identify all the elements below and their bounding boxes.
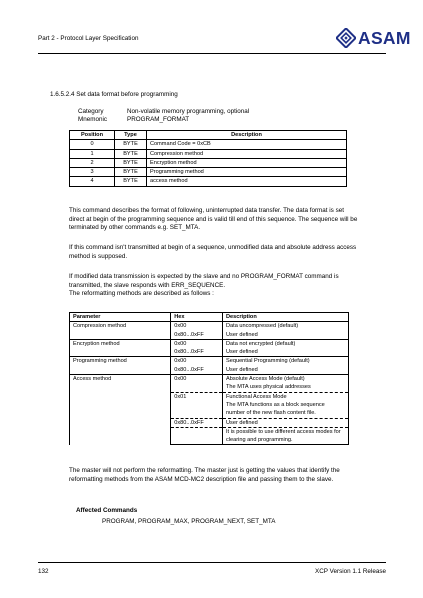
cell-hex: 0x00: [171, 322, 223, 331]
table-row: [70, 375, 349, 393]
cell-hex: 0x80...0xFF: [171, 418, 223, 427]
paragraph-methods-intro: The reformatting methods are described as follows :: [69, 290, 214, 298]
document-version: XCP Version 1.1 Release: [315, 568, 386, 575]
table-row: [70, 158, 347, 167]
table-row: [70, 140, 347, 149]
cell-hex: 0x00: [171, 339, 223, 348]
header-hex: Hex: [171, 313, 223, 322]
cell-description: User defined: [223, 331, 349, 340]
affected-commands-list: PROGRAM, PROGRAM_MAX, PROGRAM_NEXT, SET_MTA: [102, 518, 276, 525]
cell-type: BYTE: [115, 177, 147, 186]
cell-position: 4: [70, 177, 115, 186]
cell-parameter: Compression method: [70, 322, 171, 340]
cell-type: BYTE: [115, 149, 147, 158]
running-header-title: Part 2 - Protocol Layer Specification: [38, 35, 139, 42]
mnemonic-line: [78, 116, 189, 123]
cell-hex: 0x00: [171, 357, 223, 366]
cell-position: 0: [70, 140, 115, 149]
mnemonic-value: PROGRAM_FORMAT: [127, 116, 190, 123]
description-line: Absolute Access Mode (default): [226, 376, 305, 383]
cell-parameter: Programming method: [70, 357, 171, 375]
footer-rule: [38, 562, 386, 563]
cell-description: User defined: [223, 418, 349, 427]
description-line: Functional Access Mode: [226, 393, 287, 400]
asam-diamond-logo-icon: [336, 28, 356, 48]
cell-hex: 0x00: [171, 375, 223, 393]
cell-description: access method: [147, 177, 347, 186]
header-parameter: Parameter: [70, 313, 171, 322]
cell-hex: 0x01: [171, 392, 223, 418]
category-label: Category: [78, 108, 104, 115]
cell-description: [223, 427, 349, 445]
paragraph-description: This command describes the format of following, uninterrupted data transfer. The data format is set direct at begin of the programming sequence and is valid till end of this sequence. The sequence will be terminated by other commands e.g. SET_MTA.: [69, 207, 358, 232]
cell-description: User defined: [223, 366, 349, 375]
description-line: The MTA functions as a block sequence number of the new flash content file.: [226, 401, 325, 417]
cell-description: Programming method: [147, 168, 347, 177]
affected-commands-heading: Affected Commands: [76, 507, 138, 514]
cell-hex: 0x80...0xFF: [171, 366, 223, 375]
cell-description: Sequential Programming (default): [223, 357, 349, 366]
cell-description: User defined: [223, 348, 349, 357]
asam-logo: [336, 28, 411, 48]
table-row: [70, 339, 349, 348]
table-header-row: [70, 131, 347, 140]
logo-wordmark: ASAM: [358, 28, 411, 48]
table-row: [70, 168, 347, 177]
cell-type: BYTE: [115, 158, 147, 167]
cell-position: 1: [70, 149, 115, 158]
cell-position: 2: [70, 158, 115, 167]
parameter-table: [69, 130, 347, 187]
cell-description: Encryption method: [147, 158, 347, 167]
table-row: [70, 322, 349, 331]
cell-description: Compression method: [147, 149, 347, 158]
cell-description: [223, 375, 349, 393]
table-row: [70, 177, 347, 186]
table-row: [70, 149, 347, 158]
cell-description: [223, 392, 349, 418]
cell-hex: 0x80...0xFF: [171, 348, 223, 357]
page-number: 132: [38, 568, 49, 575]
reformatting-methods-table: [69, 312, 349, 445]
cell-description: Data uncompressed (default): [223, 322, 349, 331]
table-row: [70, 357, 349, 366]
header-position: Position: [70, 131, 115, 140]
cell-parameter: Access method: [70, 375, 171, 445]
cell-hex: 0x80...0xFF: [171, 331, 223, 340]
header-description: Description: [223, 313, 349, 322]
cell-hex-empty: [171, 427, 223, 445]
cell-description: Command Code = 0xCB: [147, 140, 347, 149]
table-header-row: [70, 313, 349, 322]
cell-parameter: Encryption method: [70, 339, 171, 357]
paragraph-error-sequence: [69, 273, 359, 299]
category-value: Non-volatile memory programming, optional: [127, 108, 250, 115]
paragraph-master-note: The master will not perform the reformatting. The master just is getting the values that identify the reformatting methods from the ASAM MCD-MC2 description file and passing them to the slave.: [69, 467, 340, 483]
cell-description: Data not encrypted (default): [223, 339, 349, 348]
header-rule: [38, 53, 386, 54]
paragraph-error-text: If modified data transmission is expected by the slave and no PROGRAM_FORMAT command is transmitted, the slave responds with ERR_SEQUENCE.: [69, 273, 339, 289]
category-line: [78, 108, 249, 115]
paragraph-default-behaviour: If this command isn't transmitted at begin of a sequence, unmodified data and absolute address access method is supposed.: [69, 244, 357, 260]
section-title: 1.6.5.2.4 Set data format before programming: [50, 91, 178, 98]
mnemonic-label: Mnemonic: [78, 116, 108, 123]
header-description: Description: [147, 131, 347, 140]
cell-type: BYTE: [115, 140, 147, 149]
cell-type: BYTE: [115, 168, 147, 177]
description-line: The MTA uses physical addresses: [226, 384, 311, 391]
cell-position: 3: [70, 168, 115, 177]
header-type: Type: [115, 131, 147, 140]
description-line: It is possible to use different access modes for clearing and programming.: [226, 428, 341, 444]
